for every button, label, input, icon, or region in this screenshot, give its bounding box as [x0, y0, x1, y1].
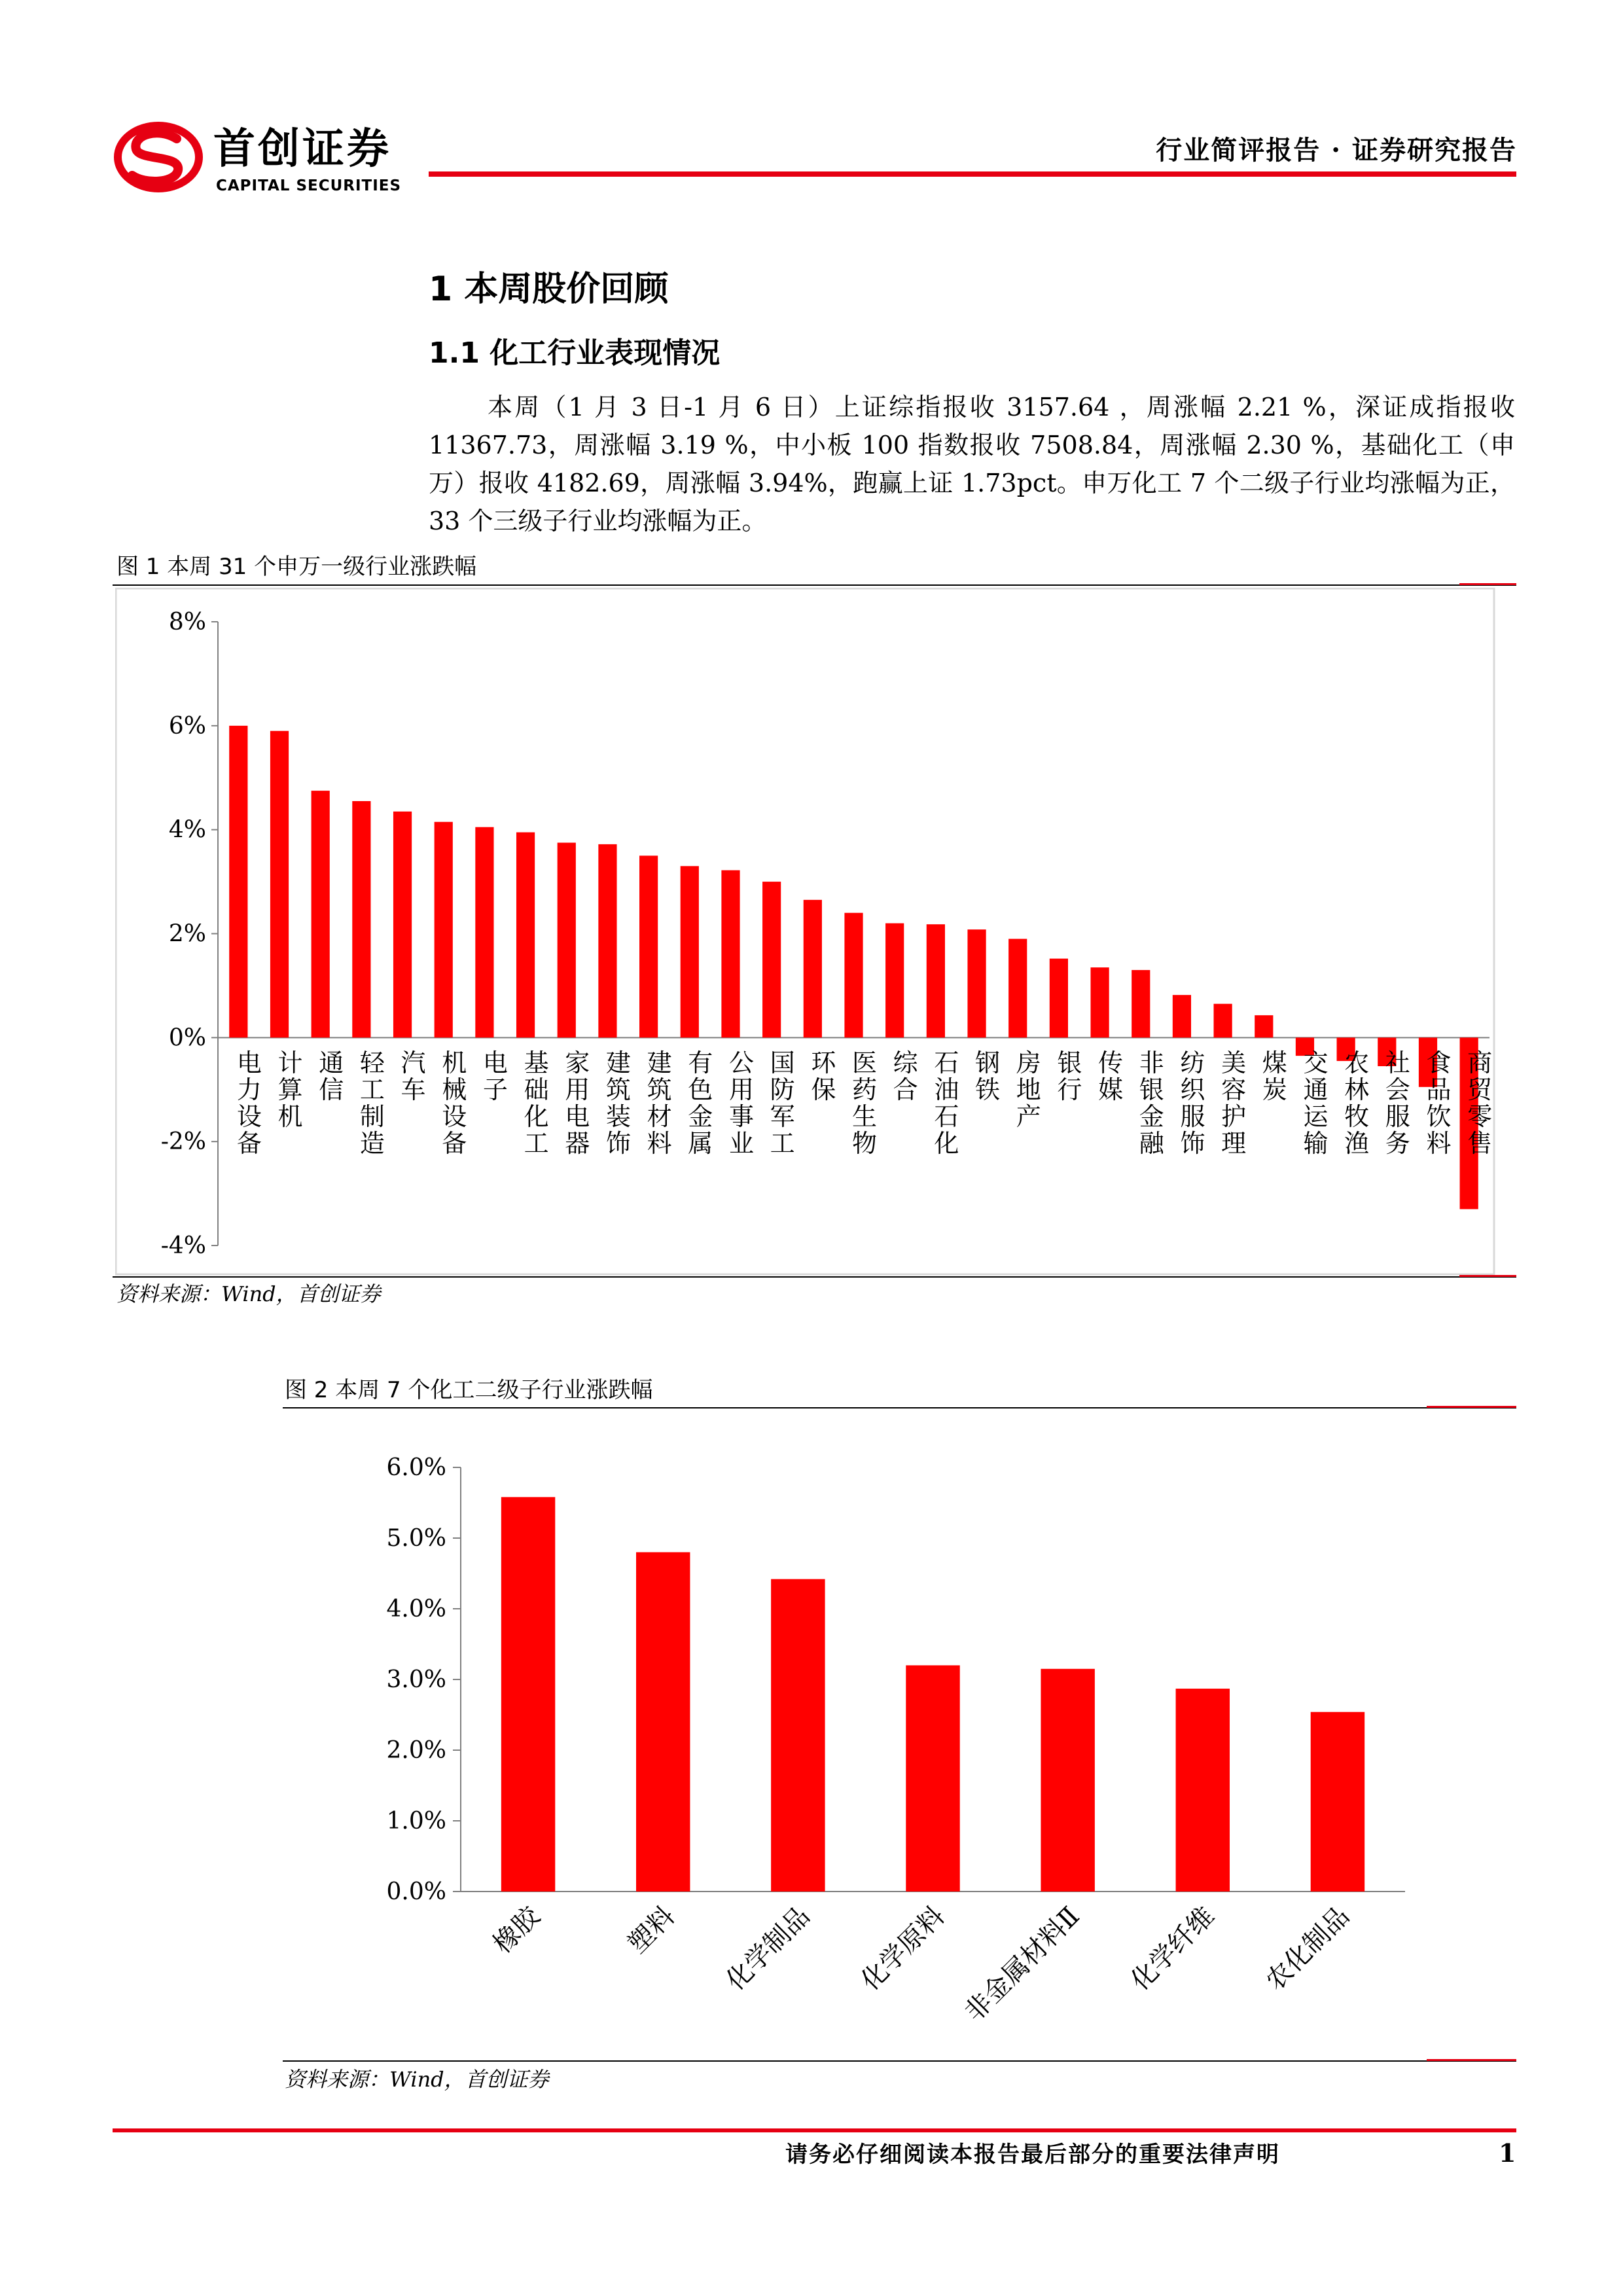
figure2-bar-chart — [283, 1414, 1516, 2068]
figure1-category-label: 综合 — [889, 1049, 918, 1103]
figure1-bar — [721, 870, 740, 1038]
figure1-category-label: 建筑装饰 — [601, 1049, 631, 1157]
figure2-category-label: 塑料 — [622, 1901, 681, 1960]
figure2-bar — [1176, 1689, 1230, 1892]
figure1-bar — [1132, 970, 1150, 1037]
figure1-bar — [1213, 1004, 1232, 1038]
figure2-category-label: 非金属材料Ⅱ — [959, 1901, 1086, 2028]
figure1-bar — [516, 833, 535, 1038]
figure1-category-label: 电力设备 — [232, 1049, 262, 1157]
report-type-title: 行业简评报告 · 证券研究报告 — [1156, 135, 1517, 166]
figure1-category-label: 社会服务 — [1381, 1049, 1410, 1157]
figure1-category-label: 石油石化 — [929, 1049, 959, 1157]
figure2-bottom-accent — [1427, 2059, 1516, 2061]
figure1-category-label: 电子 — [478, 1049, 508, 1103]
figure1-bottom-accent — [1459, 1275, 1516, 1277]
figure1-category-label: 计算机 — [274, 1049, 303, 1130]
figure1-source: 资料来源：Wind，首创证券 — [116, 1282, 381, 1306]
figure1-bar — [598, 844, 616, 1037]
figure2-bar — [636, 1552, 690, 1892]
figure1-category-label: 商贸零售 — [1463, 1049, 1492, 1157]
figure2-bar — [906, 1665, 959, 1892]
figure1-bar — [435, 822, 453, 1038]
brand-name-en: CAPITAL SECURITIES — [216, 177, 402, 194]
page-number: 1 — [1499, 2138, 1516, 2168]
figure1-top-rule — [113, 584, 1516, 586]
figure2-y-tick-label: 5.0% — [386, 1525, 446, 1552]
figure1-bar — [1090, 967, 1109, 1037]
figure1-bar-chart — [115, 588, 1516, 1276]
figure1-bar — [270, 731, 289, 1038]
figure1-bar — [475, 827, 493, 1038]
figure2-bar — [771, 1579, 825, 1892]
figure2-category-label: 化学制品 — [720, 1901, 816, 1997]
figure1-category-label: 纺织服饰 — [1175, 1049, 1205, 1157]
figure1-y-tick-label: 4% — [168, 816, 206, 844]
figure1-category-label: 煤炭 — [1258, 1049, 1287, 1103]
figure1-bar — [229, 726, 247, 1037]
figure1-category-label: 医药生物 — [847, 1049, 877, 1157]
section-title: 1 本周股价回顾 — [429, 270, 669, 309]
figure1-category-label: 钢铁 — [971, 1049, 1000, 1103]
figure1-y-tick-label: 0% — [168, 1024, 206, 1052]
figure2-category-label: 橡胶 — [488, 1901, 546, 1960]
figure1-bar — [639, 855, 658, 1037]
footer-divider — [113, 2128, 1516, 2132]
capital-securities-logo-icon — [113, 120, 204, 192]
figure2-y-tick-label: 1.0% — [386, 1808, 446, 1835]
figure1-bar — [1255, 1015, 1273, 1037]
header-divider — [429, 171, 1516, 177]
figure1-bottom-rule — [113, 1276, 1516, 1278]
figure1-category-label: 交通运输 — [1298, 1049, 1328, 1157]
figure2-category-label: 化学原料 — [855, 1901, 951, 1997]
figure1-bar — [1050, 959, 1068, 1038]
figure1-category-label: 机械设备 — [437, 1049, 467, 1157]
figure1-category-label: 房地产 — [1012, 1049, 1041, 1130]
figure2-bar — [1041, 1669, 1094, 1892]
figure1-category-label: 基础化工 — [520, 1049, 549, 1157]
figure1-bar — [804, 900, 822, 1037]
figure1-category-label: 公用事业 — [724, 1049, 754, 1157]
figure1-bar — [1008, 939, 1027, 1037]
figure1-category-label: 农林牧渔 — [1340, 1049, 1369, 1157]
figure2-top-accent — [1427, 1406, 1516, 1408]
figure1-category-label: 建筑材料 — [643, 1049, 672, 1157]
figure1-y-tick-label: 6% — [168, 712, 206, 740]
figure1-bar — [312, 791, 330, 1037]
section-subtitle: 1.1 化工行业表现情况 — [429, 336, 721, 370]
figure1-category-label: 国防军工 — [766, 1049, 795, 1157]
figure1-bar — [927, 924, 945, 1037]
figure1-bar — [762, 882, 781, 1037]
figure1-bar — [967, 929, 986, 1037]
figure1-y-tick-label: 8% — [168, 609, 206, 636]
figure2-caption: 图 2 本周 7 个化工二级子行业涨跌幅 — [285, 1377, 653, 1403]
figure1-category-label: 传媒 — [1094, 1049, 1123, 1103]
figure2-top-rule — [283, 1407, 1516, 1408]
brand-name-cn: 首创证券 — [213, 125, 391, 173]
figure1-category-label: 美容护理 — [1217, 1049, 1246, 1157]
figure1-bar — [681, 866, 699, 1037]
legal-disclaimer: 请务必仔细阅读本报告最后部分的重要法律声明 — [785, 2142, 1280, 2168]
figure2-y-tick-label: 2.0% — [386, 1737, 446, 1764]
figure1-bar — [393, 812, 412, 1037]
figure1-category-label: 轻工制造 — [355, 1049, 385, 1157]
figure1-bar — [1173, 995, 1191, 1037]
figure1-y-tick-label: -4% — [160, 1232, 206, 1259]
figure1-category-label: 汽车 — [397, 1049, 426, 1103]
figure1-bar — [352, 801, 370, 1037]
figure1-y-tick-label: 2% — [168, 920, 206, 948]
figure2-bar — [1311, 1712, 1364, 1892]
summary-paragraph: 本周（1 月 3 日-1 月 6 日）上证综指报收 3157.64 ，周涨幅 2.21 %，深证成指报收 11367.73，周涨幅 3.19 %，中小板 100 指数报收 7508.84，周涨幅 2.30 %，基础化工（申万）报收 4182.69，周涨幅 3.94%，跑赢上证 1.73pct。申万化工 7 个二级子行业均涨幅为正，33 个三级子行业均涨幅为正。 — [429, 393, 1515, 535]
figure1-bar — [558, 843, 576, 1038]
figure1-category-label: 非银金融 — [1135, 1049, 1164, 1157]
figure2-y-tick-label: 6.0% — [386, 1454, 446, 1481]
figure1-bar — [885, 924, 904, 1038]
figure1-top-accent — [1459, 583, 1516, 585]
figure2-y-tick-label: 0.0% — [386, 1878, 446, 1905]
figure1-y-tick-label: -2% — [160, 1128, 206, 1156]
figure2-category-label: 化学纤维 — [1125, 1901, 1221, 1997]
figure1-category-label: 环保 — [806, 1049, 836, 1103]
figure1-caption: 图 1 本周 31 个申万一级行业涨跌幅 — [116, 554, 477, 580]
figure1-bar — [844, 913, 863, 1038]
figure2-source: 资料来源：Wind，首创证券 — [285, 2067, 549, 2092]
figure1-category-label: 食品饮料 — [1421, 1049, 1451, 1157]
figure2-bar — [501, 1497, 555, 1892]
figure1-category-label: 银行 — [1052, 1049, 1082, 1103]
figure2-category-label: 农化制品 — [1260, 1901, 1355, 1997]
figure1-category-label: 通信 — [314, 1049, 344, 1103]
figure2-y-tick-label: 4.0% — [386, 1596, 446, 1623]
figure1-category-label: 家用电器 — [560, 1049, 590, 1157]
figure2-bottom-rule — [283, 2060, 1516, 2062]
figure2-y-tick-label: 3.0% — [386, 1666, 446, 1693]
figure1-category-label: 有色金属 — [683, 1049, 713, 1157]
